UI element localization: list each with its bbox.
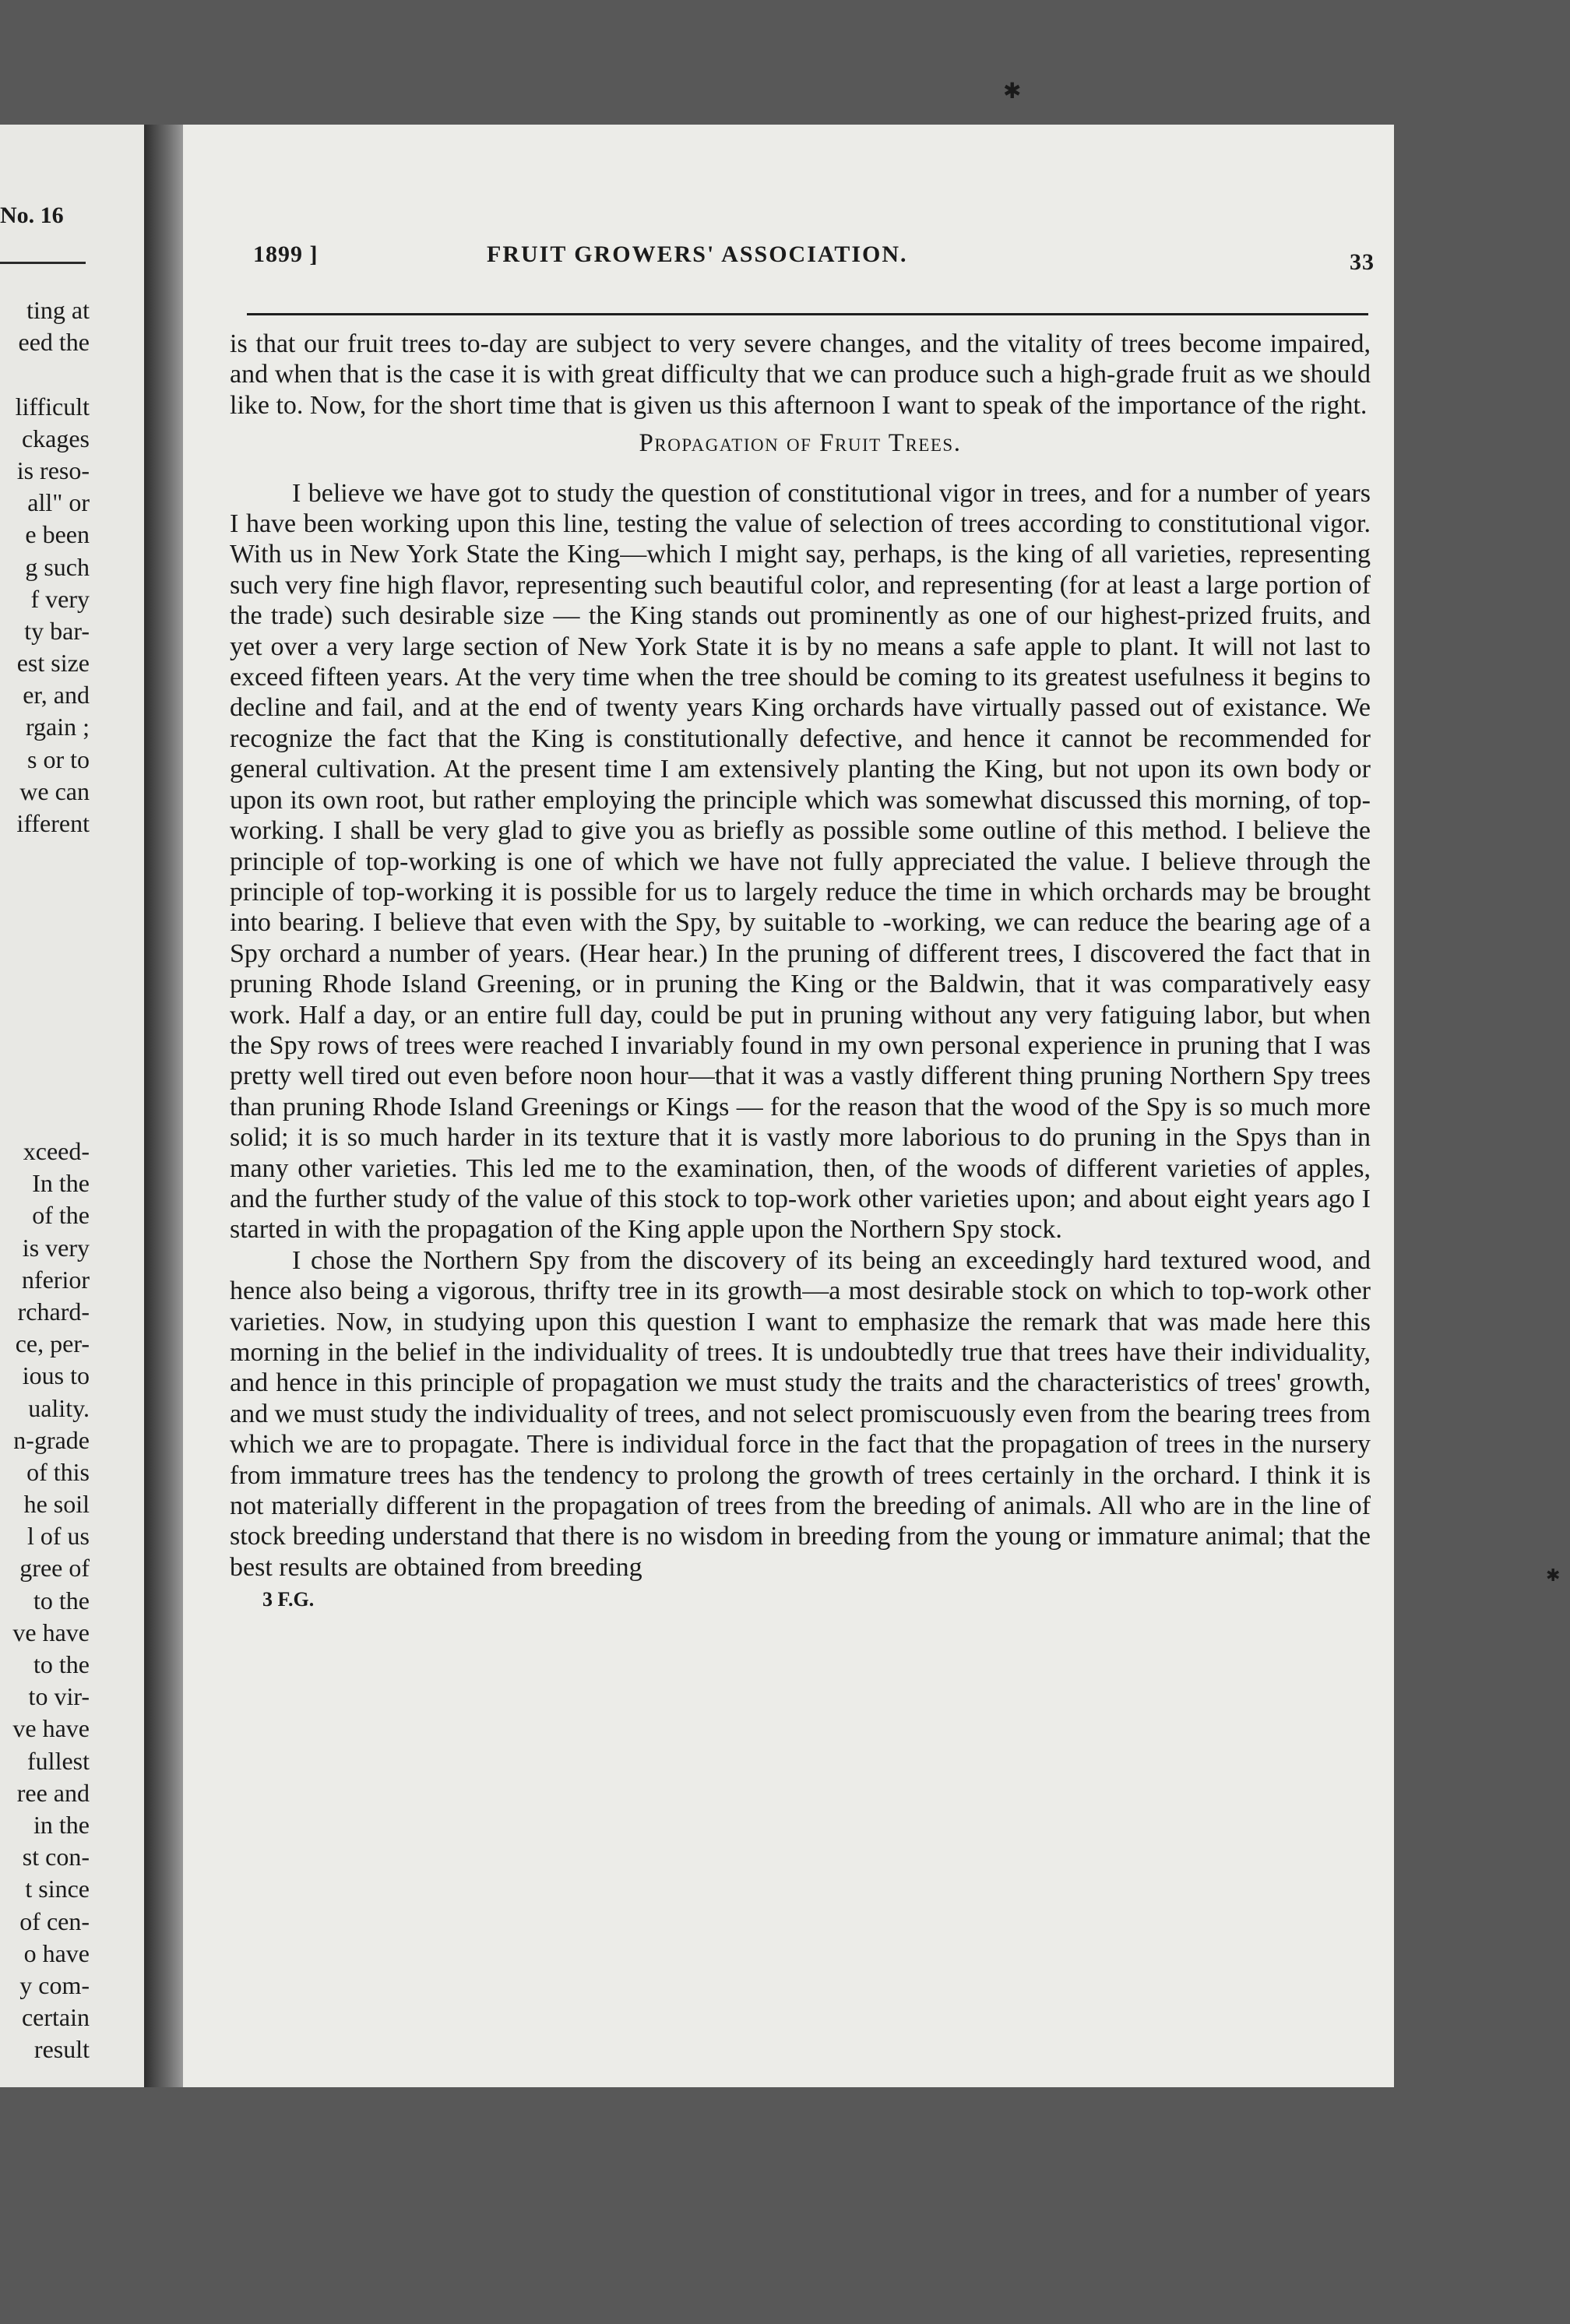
left-fragment-line: to vir- xyxy=(28,1682,90,1711)
left-fragment-line: f very xyxy=(30,584,90,613)
left-fragment-line: is very xyxy=(22,1233,90,1262)
left-fragment-line: o have xyxy=(23,1938,90,1967)
left-fragment-line: result xyxy=(33,2035,90,2064)
left-fragment-line: g such xyxy=(25,552,90,581)
left-fragment-line: e been xyxy=(25,520,90,549)
left-fragment-line: In the xyxy=(32,1169,90,1198)
left-fragment-line xyxy=(16,358,90,390)
signature-mark: 3 F.G. xyxy=(262,1588,315,1611)
left-fragment-line: t since xyxy=(25,1875,90,1903)
book-gutter xyxy=(144,125,183,2087)
left-fragment-line: gree of xyxy=(19,1554,90,1583)
left-page-fragment xyxy=(0,125,144,2087)
paragraph-1: is that our fruit trees to-day are subject to very severe changes, and the vitality of trees become impaired, and when that is the case it is with great difficulty that we can produce such a high-grade fruit as we should like to. Now, for the short time that is given us this afternoon I want to speak of the importance of the right. xyxy=(230,329,1371,420)
left-fragment-line: ckages xyxy=(21,424,90,452)
left-fragment-line: ting at xyxy=(26,296,90,324)
running-head xyxy=(253,241,1375,280)
header-rule xyxy=(247,313,1368,315)
ink-speck-right: ✱ xyxy=(1546,1565,1561,1585)
left-fragment-line: xceed- xyxy=(23,1137,90,1165)
running-head-year: 1899 ] xyxy=(253,241,319,267)
left-fragment-line: ve have xyxy=(12,1714,90,1743)
left-fragment-line: he soil xyxy=(23,1490,90,1519)
left-fragment-line: in the xyxy=(33,1810,90,1839)
left-fragment-line: s or to xyxy=(27,745,90,773)
left-fragment-line: to the xyxy=(33,1650,90,1678)
left-fragment-line: all" or xyxy=(27,488,90,517)
left-fragment-line: ve have xyxy=(12,1618,90,1646)
left-fragment-line: of cen- xyxy=(19,1907,90,1935)
left-fragment-line: is reso- xyxy=(16,456,90,484)
left-header-rule xyxy=(0,262,86,264)
left-fragment-line: st con- xyxy=(22,1843,90,1872)
left-fragment-line: y com- xyxy=(19,1970,90,1999)
section-title: Propagation of Fruit Trees. xyxy=(639,429,962,458)
running-head-title: FRUIT GROWERS' ASSOCIATION. xyxy=(487,241,908,267)
left-fragment-line: fullest xyxy=(27,1746,90,1775)
left-fragment-line: est size xyxy=(16,649,90,678)
left-fragment-line: certain xyxy=(21,2003,90,2032)
left-fragment-line: of the xyxy=(32,1201,90,1230)
ink-speck: ✱ xyxy=(1003,79,1022,104)
left-page-header: No. 16 xyxy=(0,202,64,228)
left-fragment-line: rchard- xyxy=(17,1297,90,1326)
left-fragment-line: eed the xyxy=(18,328,90,357)
left-fragment-line: of this xyxy=(26,1457,90,1486)
page-number: 33 xyxy=(1350,249,1375,275)
left-fragment-line: to the xyxy=(33,1586,90,1614)
left-fragment-line: ty bar- xyxy=(24,616,90,645)
paragraph-2: I believe we have got to study the question of constitutional vigor in trees, and for a number of years I have been working upon this line, testing the value of selection of trees according to constitutional vigor. With us in New York State the King—which I might say, perhaps, is the king of all varieties, representing such very fine high flavor, representing such beautiful color, and representing (for at least a large portion of the trade) such desirable size — the King stands out prominently as one of our highest-prized fruits, and yet over a very large section of New York State it is by no means a safe apple to plant. It will not last to exceed fifteen years. At the very time when the tree should be coming to its greatest usefulness it begins to decline and fail, and at the end of twenty years King orchards have virtually passed out of existance. We recognize the fact that the King is constitutionally defective, and hence it cannot be recommended for general cultivation. At the present time I am extensively planting the King, but not upon its own body or upon its own root, but rather employing the principle which was somewhat discussed this morning, of top-working. I shall be very glad to give you as briefly as possible some outline of this method. I believe the principle of top-working is one of which we have not fully appreciated the value. I believe through the principle of top-working it is possible for us to largely reduce the time in which orchards may be brought into bearing. I believe that even with the Spy, by suitable to -working, we can reduce the bearing age of a Spy orchard a number of years. (Hear hear.) In the pruning of different trees, I discovered the fact that in pruning Rhode Island Greening, or in pruning the King or the Baldwin, that it was comparatively easy work. Half a day, or an entire full day, could be put in pruning without any very fatiguing labor, but when the Spy rows of trees were reached I invariably found in my own personal experience in pruning that I was pretty well tired out even before noon hour—that it was a vastly different thing pruning Northern Spy trees than pruning Rhode Island Greenings or Kings — for the reason that the wood of the Spy is so much more solid; it is so much harder in its texture that it is vastly more laborious to do pruning in the Spys than in many other varieties. This led me to the examination, then, of the woods of different varieties of apples, and the further study of the value of this stock to top-work other varieties upon; and about eight years ago I started in with the propagation of the King apple upon the Northern Spy stock. xyxy=(230,478,1371,1245)
left-fragment-line: nferior xyxy=(21,1265,90,1294)
right-page xyxy=(183,125,1394,2087)
left-fragment-line: ce, per- xyxy=(15,1329,90,1358)
left-fragment-line: ifferent xyxy=(16,809,90,837)
left-fragment-line: rgain ; xyxy=(25,713,90,741)
left-fragment-line: er, and xyxy=(23,681,90,710)
left-fragment-line: ree and xyxy=(16,1778,90,1807)
left-fragment-line: uality. xyxy=(28,1393,90,1422)
page-body xyxy=(230,329,1371,1615)
left-fragment-line: ious to xyxy=(22,1361,90,1390)
left-fragment-line: n-grade xyxy=(13,1425,90,1454)
left-text-column-top xyxy=(16,294,90,840)
paragraph-3: I chose the Northern Spy from the discovery of its being an exceedingly hard textured wood, and hence also being a vigorous, thrifty tree in its growth—a most desirable stock on which to top-work other varieties. Now, in studying upon this question I want to emphasize the remark that was made here this morning in the belief in the individuality of trees. It is undoubtedly true that trees have their individuality, and hence in this principle of propagation we must study the traits and the characteristics of trees' growth, and we must study the individuality of trees, and not select promiscuously even from the bearing trees from which we are to propagate. There is individual force in the fact that the propagation of trees in the nursery from immature trees has the tendency to prolong the growth of trees certainly in the orchard. I think it is not materially different in the propagation of trees from the breeding of animals. All who are in the line of stock breeding understand that there is no wisdom in breeding from the young or immature animal; that the best results are obtained from breeding xyxy=(230,1245,1371,1582)
left-fragment-line: we can xyxy=(19,776,90,805)
left-text-column-bottom xyxy=(12,1136,90,2065)
left-fragment-line: l of us xyxy=(27,1522,90,1551)
left-fragment-line: lifficult xyxy=(15,392,90,421)
